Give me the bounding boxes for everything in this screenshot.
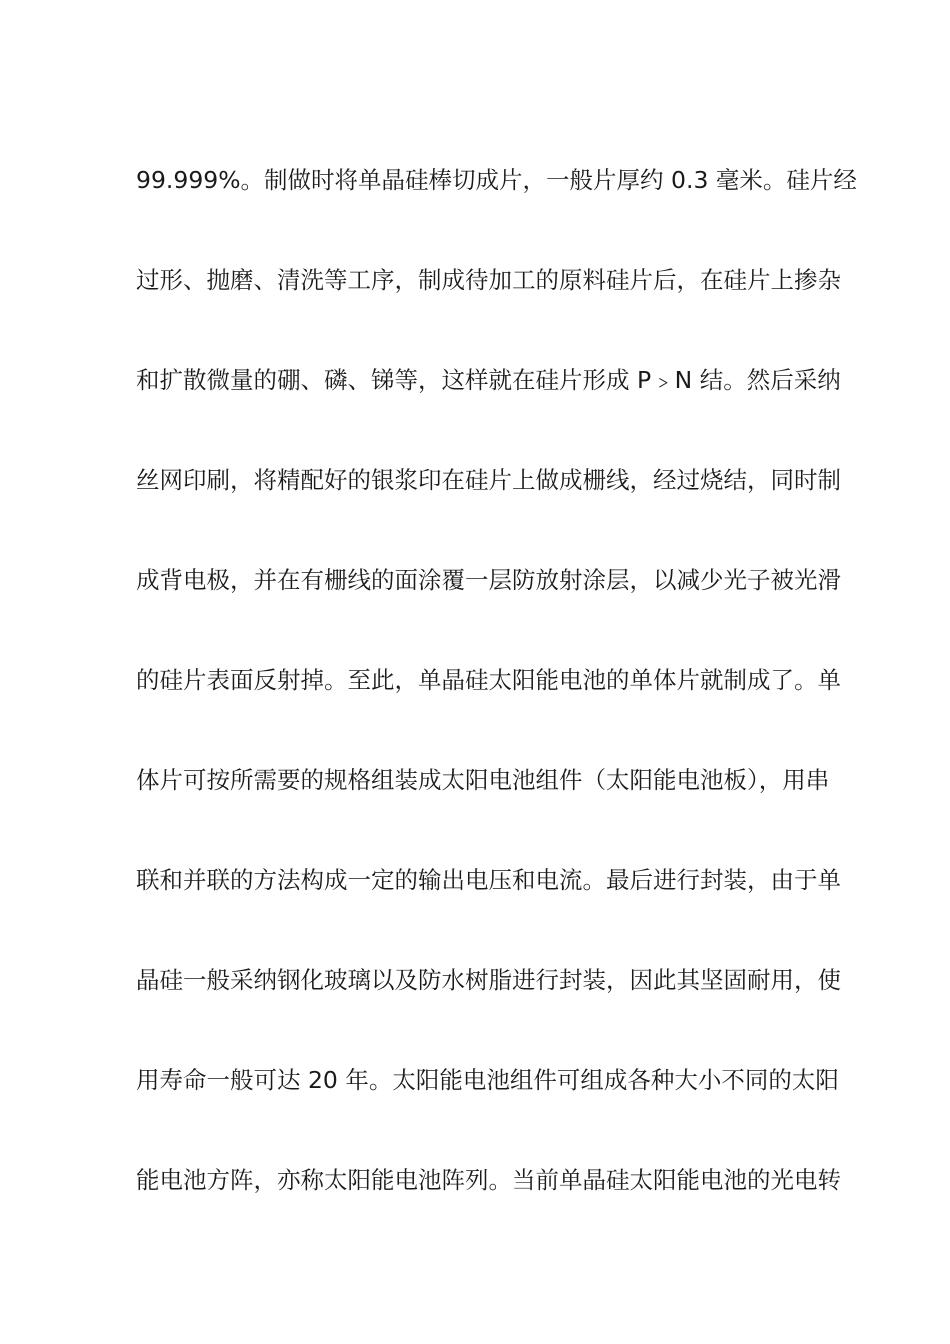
paragraph-line: 联和并联的方法构成一定的输出电压和电流。最后进行封装，由于单: [136, 866, 841, 894]
paragraph-line: 成背电极，并在有栅线的面涂覆一层防放射涂层，以减少光子被光滑: [136, 566, 841, 594]
paragraph-line: 体片可按所需要的规格组装成太阳电池组件（太阳能电池板），用串: [136, 766, 830, 794]
paragraph-line: 和扩散微量的硼、磷、锑等，这样就在硅片形成 P﹥N 结。然后采纳: [136, 366, 841, 394]
body-paragraph: [136, 162, 857, 1262]
paragraph-line: 丝网印刷，将精配好的银浆印在硅片上做成栅线，经过烧结，同时制: [136, 466, 841, 494]
paragraph-line: 能电池方阵，亦称太阳能电池阵列。当前单晶硅太阳能电池的光电转: [136, 1166, 841, 1194]
paragraph-line: 99.999%。制做时将单晶硅棒切成片，一般片厚约 0.3 毫米。硅片经: [136, 166, 857, 194]
paragraph-line: 晶硅一般采纳钢化玻璃以及防水树脂进行封装，因此其坚固耐用，使: [136, 966, 841, 994]
paragraph-line: 过形、抛磨、清洗等工序，制成待加工的原料硅片后，在硅片上掺杂: [136, 266, 841, 294]
paragraph-line: 的硅片表面反射掉。至此，单晶硅太阳能电池的单体片就制成了。单: [136, 666, 841, 694]
paragraph-line: 用寿命一般可达 20 年。太阳能电池组件可组成各种大小不同的太阳: [136, 1066, 839, 1094]
